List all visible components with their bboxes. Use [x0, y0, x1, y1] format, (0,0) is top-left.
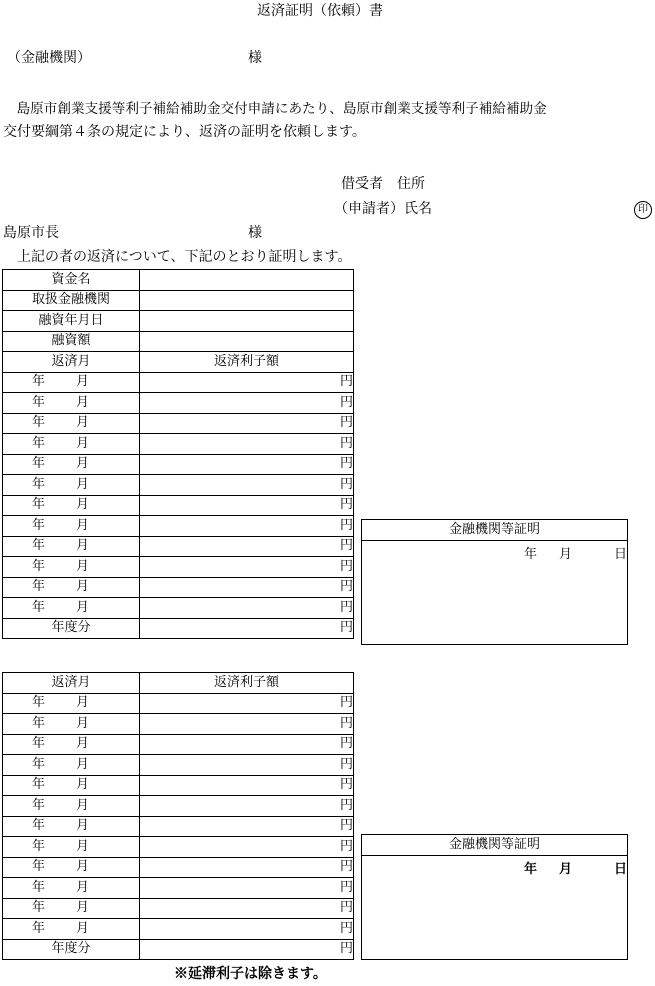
month-char: 月: [75, 777, 89, 793]
table-row: [3, 755, 354, 776]
bank-certification-box-2: [361, 834, 628, 960]
yen-unit: 円: [339, 818, 353, 834]
footer-note: ※延滞利子は除きます。: [174, 966, 327, 982]
year-char: 年: [31, 756, 45, 772]
month-char: 月: [75, 695, 89, 711]
year-char: 年: [31, 374, 45, 390]
amount-cell[interactable]: [140, 919, 354, 940]
year-month: [3, 778, 89, 792]
table-row: [3, 898, 354, 919]
month-cell[interactable]: [3, 536, 140, 557]
year-month: [3, 696, 89, 710]
month-char: 月: [75, 415, 89, 431]
month-char: 月: [75, 797, 89, 813]
yen-unit: 円: [339, 476, 353, 492]
month-cell[interactable]: [3, 775, 140, 796]
info-value-cell[interactable]: [140, 290, 354, 311]
year-char: 年: [31, 900, 45, 916]
table-row: [3, 919, 354, 940]
month-char: 月: [75, 900, 89, 916]
info-row-loan-date: [3, 311, 354, 332]
month-cell[interactable]: [3, 734, 140, 755]
amount-cell[interactable]: [140, 816, 354, 837]
amount-cell[interactable]: [140, 837, 354, 858]
month-cell[interactable]: [3, 516, 140, 537]
month-cell[interactable]: [3, 816, 140, 837]
table-row: [3, 693, 354, 714]
year-month: [3, 717, 89, 731]
table-row: [3, 536, 354, 557]
year-char: 年: [31, 920, 45, 936]
certify-text: 上記の者の返済について、下記のとおり証明します。: [3, 249, 352, 265]
year-month: [3, 601, 89, 615]
year-char: 年: [31, 797, 45, 813]
yen-unit: 円: [339, 715, 353, 731]
yen-unit: 円: [339, 497, 353, 513]
month-char: 月: [75, 818, 89, 834]
year-total-row: [3, 939, 354, 960]
cert-title: 金融機関等証明: [362, 835, 627, 856]
amount-cell[interactable]: [140, 577, 354, 598]
amount-cell[interactable]: [140, 393, 354, 414]
addressee-mayor-sama: 様: [248, 225, 262, 241]
year-char: 年: [31, 476, 45, 492]
info-label: 融資年月日: [3, 311, 140, 332]
table-row: [3, 775, 354, 796]
month-char: 月: [75, 456, 89, 472]
yen-unit: 円: [339, 777, 353, 793]
info-value-cell[interactable]: [140, 270, 354, 291]
table-row: [3, 454, 354, 475]
year-char: 年: [31, 538, 45, 554]
info-label: 融資額: [3, 331, 140, 352]
month-char: 月: [75, 599, 89, 615]
request-paragraph-line2: 交付要綱第４条の規定により、返済の証明を依頼します。: [3, 124, 366, 140]
year-char: 年: [31, 736, 45, 752]
month-char: 月: [75, 476, 89, 492]
year-month: [3, 437, 89, 451]
col-header-month: 返済月: [3, 352, 140, 373]
month-cell[interactable]: [3, 878, 140, 899]
year-month: [3, 819, 89, 833]
amount-cell[interactable]: [140, 755, 354, 776]
year-char: 年: [31, 456, 45, 472]
table-row: [3, 475, 354, 496]
yen-unit: 円: [339, 920, 353, 936]
year-month: [3, 758, 89, 772]
info-value-cell[interactable]: [140, 311, 354, 332]
amount-cell[interactable]: [140, 454, 354, 475]
year-char: 年: [31, 558, 45, 574]
cert-day-char: 日: [613, 862, 627, 877]
repayment-rows-1: [3, 372, 354, 618]
year-month: [3, 840, 89, 854]
year-month: [3, 375, 89, 389]
year-char: 年: [31, 777, 45, 793]
year-char: 年: [31, 497, 45, 513]
table-row: [3, 878, 354, 899]
col-header-amount: 返済利子額: [140, 352, 354, 373]
month-cell[interactable]: [3, 898, 140, 919]
year-char: 年: [31, 695, 45, 711]
year-char: 年: [31, 394, 45, 410]
cert-date: 年 月 日: [524, 858, 627, 877]
amount-cell[interactable]: [140, 557, 354, 578]
month-char: 月: [75, 579, 89, 595]
yen-unit: 円: [339, 558, 353, 574]
month-cell[interactable]: [3, 598, 140, 619]
month-char: 月: [75, 920, 89, 936]
cert-month-char: 月: [558, 862, 572, 877]
table-row: [3, 516, 354, 537]
month-cell[interactable]: [3, 475, 140, 496]
year-month: [3, 560, 89, 574]
addressee-bank: （金融機関）: [7, 50, 91, 66]
table-row: [3, 372, 354, 393]
month-char: 月: [75, 859, 89, 875]
month-char: 月: [75, 736, 89, 752]
year-month: [3, 922, 89, 936]
table-header: [3, 352, 354, 373]
table-header: [3, 673, 354, 694]
amount-cell[interactable]: [140, 898, 354, 919]
request-paragraph-line1: 島原市創業支援等利子補給補助金交付申請にあたり、島原市創業支援等利子補給補助金: [3, 101, 547, 117]
month-cell[interactable]: [3, 837, 140, 858]
year-month: [3, 457, 89, 471]
year-month: [3, 580, 89, 594]
yen-unit: 円: [339, 517, 353, 533]
amount-cell[interactable]: [140, 598, 354, 619]
year-month: [3, 498, 89, 512]
year-char: 年: [31, 838, 45, 854]
year-char: 年: [31, 517, 45, 533]
table-row: [3, 434, 354, 455]
year-month: [3, 478, 89, 492]
month-cell[interactable]: [3, 372, 140, 393]
year-char: 年: [31, 715, 45, 731]
month-char: 月: [75, 497, 89, 513]
yen-unit: 円: [339, 599, 353, 615]
amount-cell[interactable]: [140, 693, 354, 714]
month-cell[interactable]: [3, 714, 140, 735]
yen-unit: 円: [339, 736, 353, 752]
year-month: [3, 519, 89, 533]
info-row-fund-name: [3, 270, 354, 291]
year-month: [3, 860, 89, 874]
year-char: 年: [31, 818, 45, 834]
month-cell[interactable]: [3, 454, 140, 475]
month-char: 月: [75, 374, 89, 390]
table-row: [3, 837, 354, 858]
repayment-table-2: [2, 672, 354, 960]
month-cell[interactable]: [3, 495, 140, 516]
amount-cell[interactable]: [140, 796, 354, 817]
amount-cell[interactable]: [140, 857, 354, 878]
yen-unit: 円: [339, 415, 353, 431]
year-char: 年: [31, 599, 45, 615]
month-char: 月: [75, 879, 89, 895]
year-month: [3, 737, 89, 751]
info-row-loan-amount: [3, 331, 354, 352]
month-char: 月: [75, 394, 89, 410]
table-row: [3, 495, 354, 516]
amount-cell[interactable]: [140, 495, 354, 516]
yen-unit: 円: [339, 695, 353, 711]
addressee-mayor: 島原市長: [3, 225, 59, 241]
month-cell[interactable]: [3, 557, 140, 578]
year-month: [3, 416, 89, 430]
applicant-name-label: （申請者）氏名: [334, 201, 432, 217]
yen-unit: 円: [339, 394, 353, 410]
amount-cell[interactable]: [140, 878, 354, 899]
month-cell[interactable]: [3, 413, 140, 434]
year-total-row: [3, 618, 354, 639]
month-char: 月: [75, 538, 89, 554]
month-char: 月: [75, 435, 89, 451]
table-row: [3, 816, 354, 837]
year-char: 年: [31, 879, 45, 895]
amount-cell[interactable]: [140, 372, 354, 393]
amount-cell[interactable]: [140, 516, 354, 537]
amount-cell[interactable]: [140, 734, 354, 755]
year-month: [3, 901, 89, 915]
year-total-label: 年度分: [3, 939, 140, 960]
month-cell[interactable]: [3, 577, 140, 598]
yen-unit: 円: [339, 797, 353, 813]
year-char: 年: [31, 435, 45, 451]
amount-cell[interactable]: [140, 413, 354, 434]
month-cell[interactable]: [3, 919, 140, 940]
amount-cell[interactable]: [140, 536, 354, 557]
cert-title: 金融機関等証明: [362, 520, 627, 541]
month-char: 月: [75, 838, 89, 854]
month-char: 月: [75, 558, 89, 574]
table-row: [3, 393, 354, 414]
bank-certification-box-1: [361, 519, 628, 645]
year-month: [3, 539, 89, 553]
yen-unit: 円: [339, 456, 353, 472]
month-char: 月: [75, 756, 89, 772]
amount-cell[interactable]: [140, 775, 354, 796]
yen-unit: 円: [140, 939, 354, 960]
table-row: [3, 796, 354, 817]
yen-unit: 円: [339, 538, 353, 554]
table-row: [3, 857, 354, 878]
month-cell[interactable]: [3, 857, 140, 878]
repayment-table-1: [2, 269, 354, 639]
yen-unit: 円: [339, 838, 353, 854]
yen-unit: 円: [339, 900, 353, 916]
amount-cell[interactable]: [140, 475, 354, 496]
info-row-bank: [3, 290, 354, 311]
month-char: 月: [75, 517, 89, 533]
borrower-address-label: 借受者 住所: [341, 176, 425, 192]
amount-cell[interactable]: [140, 714, 354, 735]
col-header-amount: 返済利子額: [140, 673, 354, 694]
table-row: [3, 557, 354, 578]
yen-unit: 円: [339, 756, 353, 772]
amount-cell[interactable]: [140, 434, 354, 455]
repayment-rows-2: [3, 693, 354, 939]
table-row: [3, 598, 354, 619]
table-row: [3, 413, 354, 434]
year-month: [3, 881, 89, 895]
document-title: 返済証明（依頼）書: [257, 3, 383, 19]
year-month: [3, 396, 89, 410]
table-row: [3, 714, 354, 735]
year-char: 年: [31, 859, 45, 875]
month-cell[interactable]: [3, 796, 140, 817]
table-row: [3, 577, 354, 598]
yen-unit: 円: [140, 618, 354, 639]
info-label: 取扱金融機関: [3, 290, 140, 311]
yen-unit: 円: [339, 579, 353, 595]
year-char: 年: [31, 579, 45, 595]
month-cell[interactable]: [3, 434, 140, 455]
yen-unit: 円: [339, 879, 353, 895]
year-month: [3, 799, 89, 813]
yen-unit: 円: [339, 435, 353, 451]
yen-unit: 円: [339, 374, 353, 390]
month-cell[interactable]: [3, 693, 140, 714]
month-cell[interactable]: [3, 755, 140, 776]
info-value-cell[interactable]: [140, 331, 354, 352]
info-label: 資金名: [3, 270, 140, 291]
yen-unit: 円: [339, 859, 353, 875]
year-char: 年: [31, 415, 45, 431]
addressee-bank-sama: 様: [248, 50, 262, 66]
col-header-month: 返済月: [3, 673, 140, 694]
cert-day-char: 日: [613, 547, 627, 562]
cert-month-char: 月: [558, 547, 572, 562]
seal-mark: 印: [634, 201, 652, 219]
month-cell[interactable]: [3, 393, 140, 414]
month-char: 月: [75, 715, 89, 731]
year-total-label: 年度分: [3, 618, 140, 639]
cert-date: 年 月 日: [524, 543, 627, 562]
table-row: [3, 734, 354, 755]
